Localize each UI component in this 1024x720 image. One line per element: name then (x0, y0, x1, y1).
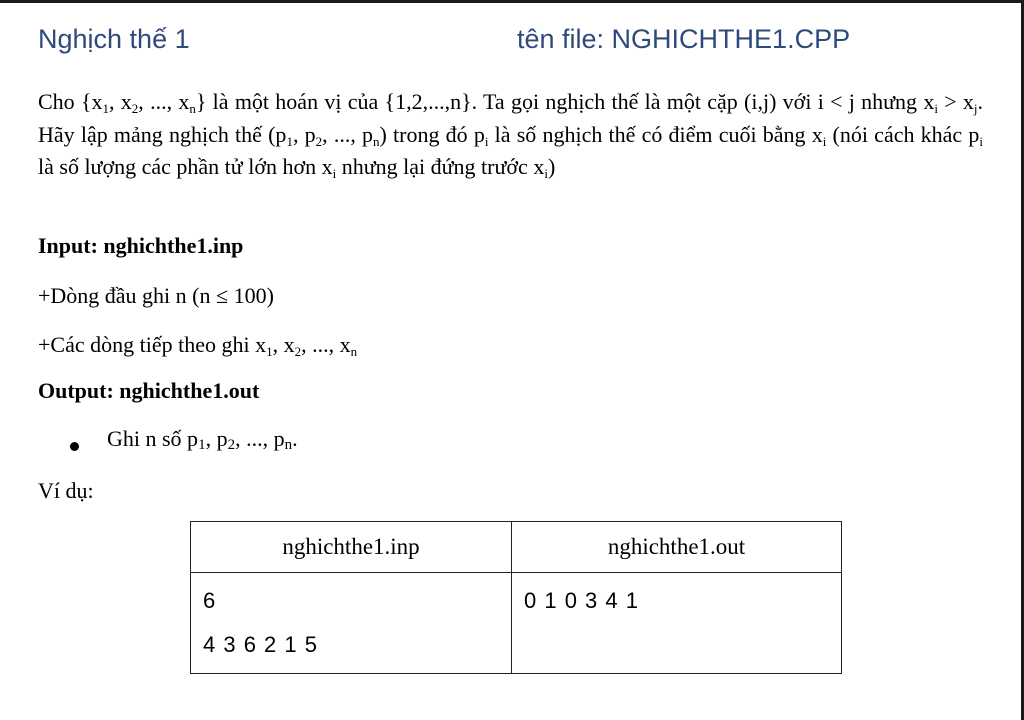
example-table (190, 521, 842, 674)
table-header-input: nghichthe1.inp (191, 522, 512, 573)
problem-title: Nghịch thế 1 (38, 24, 190, 54)
input-line-n: 6 (203, 588, 217, 613)
top-border (0, 0, 1024, 3)
table-header-output: nghichthe1.out (512, 522, 842, 573)
output-bullet: Ghi n số p1, p2, ..., pn. (107, 426, 298, 453)
input-cell (191, 573, 512, 674)
output-cell (512, 573, 842, 674)
bullet-icon (70, 442, 79, 451)
file-name-label: tên file: NGHICHTHE1.CPP (517, 24, 851, 54)
example-label: Ví dụ: (38, 478, 94, 503)
input-line-1: +Dòng đầu ghi n (n ≤ 100) (38, 283, 274, 308)
input-line-values: 4 3 6 2 1 5 (203, 632, 318, 657)
output-heading: Output: nghichthe1.out (38, 378, 260, 403)
output-line-values: 0 1 0 3 4 1 (524, 588, 639, 613)
input-heading: Input: nghichthe1.inp (38, 233, 244, 258)
input-line-2: +Các dòng tiếp theo ghi $x_1$, $x_2$, ..., $x_n$ (38, 332, 358, 359)
problem-statement: Cho {$x_1$, $x_2$, ..., $x_n$} là một hoán vị của {1,2,...,n}. Ta gọi nghịch thế là một cặp (i,j) với i < j nhưng $x_i > x_j$. Hãy lập mảng nghịch thế ($p_1$, $p_2$, ..., $p_n$) trong đó $p_i$ là số nghịch thế có điểm cuối bằng $x_i$ (nói cách khác $p_i$ là số lượng các phần tử lớn hơn $x_i$ nhưng lại đứng trước $x_i$) (38, 89, 984, 181)
